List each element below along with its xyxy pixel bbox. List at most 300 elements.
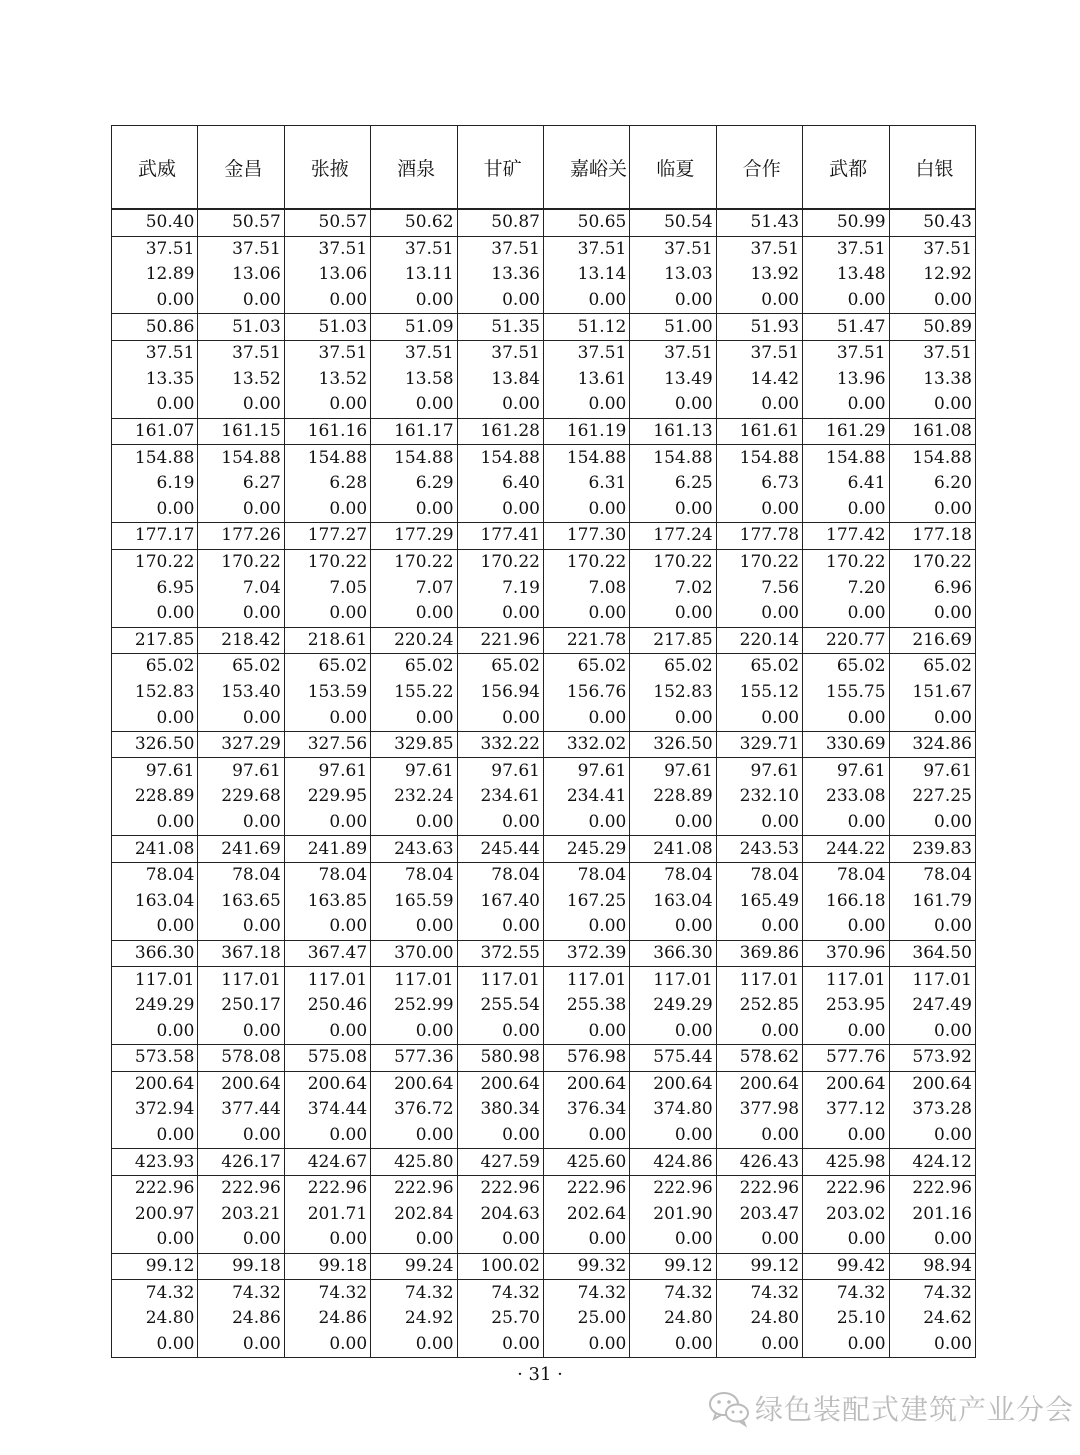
table-cell: 7.20 bbox=[803, 575, 889, 601]
table-cell: 50.43 bbox=[889, 209, 975, 236]
table-cell: 117.01 bbox=[371, 967, 457, 993]
table-cell: 170.22 bbox=[543, 549, 629, 575]
table-cell: 37.51 bbox=[284, 340, 370, 366]
table-cell: 366.30 bbox=[112, 940, 198, 967]
table-cell: 372.94 bbox=[112, 1097, 198, 1123]
table-cell: 161.29 bbox=[803, 418, 889, 445]
table-cell: 154.88 bbox=[371, 445, 457, 471]
table-cell: 6.19 bbox=[112, 471, 198, 497]
table-cell: 377.44 bbox=[198, 1097, 284, 1123]
table-cell: 222.96 bbox=[198, 1175, 284, 1201]
table-cell: 220.14 bbox=[716, 627, 802, 654]
table-cell: 117.01 bbox=[457, 967, 543, 993]
table-cell: 324.86 bbox=[889, 731, 975, 758]
table-cell: 155.75 bbox=[803, 680, 889, 706]
table-cell: 7.56 bbox=[716, 575, 802, 601]
table-cell: 580.98 bbox=[457, 1045, 543, 1072]
table-cell: 0.00 bbox=[457, 810, 543, 836]
table-cell: 37.51 bbox=[889, 236, 975, 262]
table-cell: 117.01 bbox=[803, 967, 889, 993]
table-cell: 154.88 bbox=[198, 445, 284, 471]
table-cell: 7.07 bbox=[371, 575, 457, 601]
table-cell: 424.86 bbox=[630, 1149, 716, 1176]
table-cell: 0.00 bbox=[284, 914, 370, 940]
table-cell: 37.51 bbox=[457, 236, 543, 262]
table-cell: 202.64 bbox=[543, 1202, 629, 1228]
table-cell: 117.01 bbox=[198, 967, 284, 993]
table-cell: 0.00 bbox=[198, 497, 284, 523]
table-cell: 177.24 bbox=[630, 523, 716, 550]
header-cell: 嘉峪关 bbox=[543, 126, 629, 210]
table-row bbox=[112, 1018, 976, 1044]
table-cell: 6.31 bbox=[543, 471, 629, 497]
table-cell: 170.22 bbox=[198, 549, 284, 575]
table-cell: 222.96 bbox=[284, 1175, 370, 1201]
table-cell: 167.40 bbox=[457, 888, 543, 914]
table-cell: 6.27 bbox=[198, 471, 284, 497]
table-row bbox=[112, 731, 976, 758]
table-cell: 98.94 bbox=[889, 1253, 975, 1280]
table-row bbox=[112, 1306, 976, 1332]
table-cell: 163.04 bbox=[112, 888, 198, 914]
table-cell: 170.22 bbox=[112, 549, 198, 575]
table-cell: 170.22 bbox=[630, 549, 716, 575]
table-cell: 78.04 bbox=[543, 862, 629, 888]
table-cell: 25.10 bbox=[803, 1306, 889, 1332]
table-cell: 255.54 bbox=[457, 993, 543, 1019]
table-cell: 573.58 bbox=[112, 1045, 198, 1072]
table-cell: 370.00 bbox=[371, 940, 457, 967]
table-cell: 50.40 bbox=[112, 209, 198, 236]
table-cell: 0.00 bbox=[716, 1227, 802, 1253]
table-row bbox=[112, 784, 976, 810]
table-cell: 13.03 bbox=[630, 262, 716, 288]
table-cell: 24.80 bbox=[716, 1306, 802, 1332]
table-cell: 0.00 bbox=[112, 705, 198, 731]
table-cell: 37.51 bbox=[198, 340, 284, 366]
table-cell: 0.00 bbox=[457, 1123, 543, 1149]
table-row bbox=[112, 758, 976, 784]
table-cell: 24.86 bbox=[284, 1306, 370, 1332]
table-cell: 177.42 bbox=[803, 523, 889, 550]
table-cell: 200.97 bbox=[112, 1202, 198, 1228]
table-cell: 327.29 bbox=[198, 731, 284, 758]
table-cell: 0.00 bbox=[543, 288, 629, 314]
table-row bbox=[112, 993, 976, 1019]
table-cell: 577.76 bbox=[803, 1045, 889, 1072]
table-row bbox=[112, 523, 976, 550]
table-cell: 51.93 bbox=[716, 314, 802, 341]
table-cell: 0.00 bbox=[543, 914, 629, 940]
table-cell: 239.83 bbox=[889, 836, 975, 863]
table-cell: 51.03 bbox=[284, 314, 370, 341]
table-cell: 0.00 bbox=[284, 288, 370, 314]
table-row bbox=[112, 967, 976, 993]
table-cell: 372.55 bbox=[457, 940, 543, 967]
table-cell: 6.41 bbox=[803, 471, 889, 497]
table-cell: 99.18 bbox=[284, 1253, 370, 1280]
table-cell: 376.34 bbox=[543, 1097, 629, 1123]
table-cell: 330.69 bbox=[803, 731, 889, 758]
table-cell: 203.47 bbox=[716, 1202, 802, 1228]
table-cell: 233.08 bbox=[803, 784, 889, 810]
table-cell: 153.40 bbox=[198, 680, 284, 706]
table-cell: 201.16 bbox=[889, 1202, 975, 1228]
table-cell: 13.52 bbox=[284, 367, 370, 393]
table-cell: 0.00 bbox=[716, 1018, 802, 1044]
table-cell: 14.42 bbox=[716, 367, 802, 393]
table-cell: 161.28 bbox=[457, 418, 543, 445]
table-cell: 152.83 bbox=[112, 680, 198, 706]
table-row bbox=[112, 680, 976, 706]
table-cell: 217.85 bbox=[112, 627, 198, 654]
table-cell: 74.32 bbox=[889, 1280, 975, 1306]
table-cell: 332.22 bbox=[457, 731, 543, 758]
table-cell: 13.36 bbox=[457, 262, 543, 288]
table-cell: 74.32 bbox=[457, 1280, 543, 1306]
watermark-text: 绿色装配式建筑产业分会 bbox=[755, 1393, 1075, 1426]
table-row bbox=[112, 1202, 976, 1228]
table-cell: 0.00 bbox=[716, 705, 802, 731]
table-cell: 25.70 bbox=[457, 1306, 543, 1332]
table-cell: 155.22 bbox=[371, 680, 457, 706]
table-cell: 0.00 bbox=[371, 1018, 457, 1044]
table-cell: 0.00 bbox=[543, 1227, 629, 1253]
table-cell: 229.68 bbox=[198, 784, 284, 810]
table-row bbox=[112, 367, 976, 393]
table-cell: 152.83 bbox=[630, 680, 716, 706]
table-cell: 577.36 bbox=[371, 1045, 457, 1072]
table-cell: 244.22 bbox=[803, 836, 889, 863]
table-cell: 99.12 bbox=[716, 1253, 802, 1280]
table-cell: 170.22 bbox=[457, 549, 543, 575]
table-cell: 12.89 bbox=[112, 262, 198, 288]
table-cell: 0.00 bbox=[803, 1227, 889, 1253]
wechat-icon bbox=[707, 1388, 751, 1428]
table-cell: 222.96 bbox=[112, 1175, 198, 1201]
table-row bbox=[112, 314, 976, 341]
table-cell: 6.40 bbox=[457, 471, 543, 497]
table-cell: 37.51 bbox=[112, 340, 198, 366]
table-cell: 0.00 bbox=[543, 1123, 629, 1149]
table-cell: 0.00 bbox=[112, 392, 198, 418]
table-cell: 0.00 bbox=[716, 392, 802, 418]
table-cell: 155.12 bbox=[716, 680, 802, 706]
table-cell: 99.42 bbox=[803, 1253, 889, 1280]
table-cell: 232.10 bbox=[716, 784, 802, 810]
header-cell: 张掖 bbox=[284, 126, 370, 210]
table-row bbox=[112, 1149, 976, 1176]
table-cell: 13.06 bbox=[284, 262, 370, 288]
table-cell: 222.96 bbox=[371, 1175, 457, 1201]
watermark bbox=[707, 1388, 1074, 1428]
table-cell: 426.17 bbox=[198, 1149, 284, 1176]
table-cell: 369.86 bbox=[716, 940, 802, 967]
table-cell: 425.60 bbox=[543, 1149, 629, 1176]
table-cell: 228.89 bbox=[112, 784, 198, 810]
table-cell: 0.00 bbox=[716, 1332, 802, 1358]
table-cell: 97.61 bbox=[889, 758, 975, 784]
table-cell: 241.08 bbox=[112, 836, 198, 863]
table-cell: 200.64 bbox=[112, 1071, 198, 1097]
table-cell: 154.88 bbox=[803, 445, 889, 471]
table-cell: 65.02 bbox=[457, 654, 543, 680]
header-cell: 临夏 bbox=[630, 126, 716, 210]
table-cell: 218.61 bbox=[284, 627, 370, 654]
table-cell: 154.88 bbox=[716, 445, 802, 471]
table-cell: 0.00 bbox=[889, 1227, 975, 1253]
header-cell: 合作 bbox=[716, 126, 802, 210]
table-cell: 6.95 bbox=[112, 575, 198, 601]
table-row bbox=[112, 1227, 976, 1253]
table-cell: 0.00 bbox=[457, 601, 543, 627]
table-cell: 0.00 bbox=[198, 1227, 284, 1253]
table-row bbox=[112, 862, 976, 888]
table-cell: 202.84 bbox=[371, 1202, 457, 1228]
table-cell: 250.46 bbox=[284, 993, 370, 1019]
table-cell: 37.51 bbox=[803, 340, 889, 366]
table-cell: 78.04 bbox=[198, 862, 284, 888]
table-cell: 0.00 bbox=[112, 1123, 198, 1149]
table-cell: 216.69 bbox=[889, 627, 975, 654]
table-cell: 0.00 bbox=[803, 1123, 889, 1149]
table-cell: 204.63 bbox=[457, 1202, 543, 1228]
table-cell: 427.59 bbox=[457, 1149, 543, 1176]
table-cell: 0.00 bbox=[457, 1332, 543, 1358]
table-cell: 0.00 bbox=[284, 1227, 370, 1253]
table-cell: 99.32 bbox=[543, 1253, 629, 1280]
table-cell: 221.96 bbox=[457, 627, 543, 654]
table-cell: 37.51 bbox=[889, 340, 975, 366]
table-cell: 117.01 bbox=[716, 967, 802, 993]
table-cell: 117.01 bbox=[284, 967, 370, 993]
table-cell: 0.00 bbox=[371, 1227, 457, 1253]
table-cell: 153.59 bbox=[284, 680, 370, 706]
table-cell: 0.00 bbox=[371, 914, 457, 940]
table-cell: 0.00 bbox=[889, 601, 975, 627]
table-cell: 0.00 bbox=[198, 1332, 284, 1358]
table-cell: 161.19 bbox=[543, 418, 629, 445]
table-row bbox=[112, 1097, 976, 1123]
table-cell: 117.01 bbox=[630, 967, 716, 993]
table-cell: 377.98 bbox=[716, 1097, 802, 1123]
table-cell: 154.88 bbox=[284, 445, 370, 471]
header-cell: 金昌 bbox=[198, 126, 284, 210]
table-cell: 241.69 bbox=[198, 836, 284, 863]
table-cell: 65.02 bbox=[284, 654, 370, 680]
table-row bbox=[112, 497, 976, 523]
table-row bbox=[112, 1045, 976, 1072]
table-cell: 245.44 bbox=[457, 836, 543, 863]
table-cell: 0.00 bbox=[803, 601, 889, 627]
table-cell: 154.88 bbox=[543, 445, 629, 471]
table-cell: 161.07 bbox=[112, 418, 198, 445]
table-cell: 99.12 bbox=[630, 1253, 716, 1280]
table-cell: 13.58 bbox=[371, 367, 457, 393]
table-cell: 170.22 bbox=[889, 549, 975, 575]
table-cell: 376.72 bbox=[371, 1097, 457, 1123]
table-cell: 78.04 bbox=[716, 862, 802, 888]
table-cell: 252.99 bbox=[371, 993, 457, 1019]
table-cell: 0.00 bbox=[198, 810, 284, 836]
table-cell: 380.34 bbox=[457, 1097, 543, 1123]
table-cell: 227.25 bbox=[889, 784, 975, 810]
table-cell: 161.13 bbox=[630, 418, 716, 445]
table-cell: 222.96 bbox=[457, 1175, 543, 1201]
table-cell: 161.17 bbox=[371, 418, 457, 445]
table-cell: 50.87 bbox=[457, 209, 543, 236]
table-cell: 0.00 bbox=[716, 914, 802, 940]
table-cell: 25.00 bbox=[543, 1306, 629, 1332]
table-cell: 370.96 bbox=[803, 940, 889, 967]
table-cell: 249.29 bbox=[112, 993, 198, 1019]
table-cell: 241.89 bbox=[284, 836, 370, 863]
header-cell: 甘矿 bbox=[457, 126, 543, 210]
data-table bbox=[111, 125, 976, 1358]
table-cell: 24.80 bbox=[112, 1306, 198, 1332]
table-cell: 0.00 bbox=[198, 288, 284, 314]
table-cell: 65.02 bbox=[716, 654, 802, 680]
table-cell: 200.64 bbox=[284, 1071, 370, 1097]
table-cell: 0.00 bbox=[198, 705, 284, 731]
table-cell: 0.00 bbox=[630, 914, 716, 940]
table-cell: 329.71 bbox=[716, 731, 802, 758]
table-cell: 37.51 bbox=[371, 236, 457, 262]
table-cell: 74.32 bbox=[371, 1280, 457, 1306]
table-cell: 253.95 bbox=[803, 993, 889, 1019]
table-cell: 0.00 bbox=[543, 705, 629, 731]
table-cell: 0.00 bbox=[198, 601, 284, 627]
table-row bbox=[112, 810, 976, 836]
table-cell: 220.24 bbox=[371, 627, 457, 654]
table-cell: 13.38 bbox=[889, 367, 975, 393]
table-cell: 0.00 bbox=[889, 914, 975, 940]
table-cell: 222.96 bbox=[543, 1175, 629, 1201]
table-cell: 13.92 bbox=[716, 262, 802, 288]
table-cell: 201.90 bbox=[630, 1202, 716, 1228]
table-cell: 0.00 bbox=[543, 810, 629, 836]
table-cell: 37.51 bbox=[543, 340, 629, 366]
table-cell: 7.02 bbox=[630, 575, 716, 601]
table-cell: 241.08 bbox=[630, 836, 716, 863]
table-cell: 201.71 bbox=[284, 1202, 370, 1228]
table-cell: 222.96 bbox=[716, 1175, 802, 1201]
table-row bbox=[112, 209, 976, 236]
table-cell: 7.05 bbox=[284, 575, 370, 601]
table-cell: 177.30 bbox=[543, 523, 629, 550]
table-cell: 0.00 bbox=[112, 914, 198, 940]
table-cell: 51.47 bbox=[803, 314, 889, 341]
table-cell: 0.00 bbox=[457, 914, 543, 940]
table-cell: 575.08 bbox=[284, 1045, 370, 1072]
table-cell: 367.47 bbox=[284, 940, 370, 967]
table-cell: 7.04 bbox=[198, 575, 284, 601]
table-cell: 6.73 bbox=[716, 471, 802, 497]
table-cell: 0.00 bbox=[198, 1123, 284, 1149]
table-cell: 78.04 bbox=[889, 862, 975, 888]
table-cell: 161.79 bbox=[889, 888, 975, 914]
table-row bbox=[112, 1332, 976, 1358]
table-cell: 51.03 bbox=[198, 314, 284, 341]
table-cell: 74.32 bbox=[284, 1280, 370, 1306]
table-cell: 37.51 bbox=[716, 236, 802, 262]
table-cell: 166.18 bbox=[803, 888, 889, 914]
table-cell: 0.00 bbox=[630, 1332, 716, 1358]
table-cell: 0.00 bbox=[889, 705, 975, 731]
table-cell: 0.00 bbox=[630, 601, 716, 627]
table-cell: 13.48 bbox=[803, 262, 889, 288]
table-cell: 37.51 bbox=[630, 236, 716, 262]
table-cell: 12.92 bbox=[889, 262, 975, 288]
table-cell: 0.00 bbox=[630, 392, 716, 418]
table-cell: 0.00 bbox=[803, 288, 889, 314]
table-cell: 217.85 bbox=[630, 627, 716, 654]
table-cell: 0.00 bbox=[371, 288, 457, 314]
table-cell: 151.67 bbox=[889, 680, 975, 706]
table-cell: 0.00 bbox=[112, 601, 198, 627]
table-cell: 51.09 bbox=[371, 314, 457, 341]
table-cell: 255.38 bbox=[543, 993, 629, 1019]
table-cell: 0.00 bbox=[371, 392, 457, 418]
table-cell: 0.00 bbox=[284, 497, 370, 523]
table-cell: 366.30 bbox=[630, 940, 716, 967]
table-cell: 177.29 bbox=[371, 523, 457, 550]
table-cell: 0.00 bbox=[284, 705, 370, 731]
table-cell: 154.88 bbox=[889, 445, 975, 471]
table-row bbox=[112, 627, 976, 654]
table-cell: 0.00 bbox=[889, 1018, 975, 1044]
table-cell: 0.00 bbox=[716, 1123, 802, 1149]
table-row bbox=[112, 914, 976, 940]
table-cell: 0.00 bbox=[543, 497, 629, 523]
table-cell: 97.61 bbox=[198, 758, 284, 784]
table-cell: 78.04 bbox=[630, 862, 716, 888]
table-cell: 218.42 bbox=[198, 627, 284, 654]
table-cell: 13.35 bbox=[112, 367, 198, 393]
header-cell: 武威 bbox=[112, 126, 198, 210]
table-cell: 424.67 bbox=[284, 1149, 370, 1176]
table-cell: 37.51 bbox=[716, 340, 802, 366]
table-row bbox=[112, 575, 976, 601]
header-cell: 酒泉 bbox=[371, 126, 457, 210]
table-cell: 65.02 bbox=[803, 654, 889, 680]
table-cell: 170.22 bbox=[716, 549, 802, 575]
table-cell: 0.00 bbox=[284, 601, 370, 627]
table-cell: 65.02 bbox=[112, 654, 198, 680]
table-cell: 167.25 bbox=[543, 888, 629, 914]
table-cell: 229.95 bbox=[284, 784, 370, 810]
table-cell: 364.50 bbox=[889, 940, 975, 967]
table-cell: 161.61 bbox=[716, 418, 802, 445]
table-cell: 0.00 bbox=[889, 1332, 975, 1358]
table-cell: 0.00 bbox=[889, 392, 975, 418]
table-cell: 74.32 bbox=[630, 1280, 716, 1306]
table-cell: 170.22 bbox=[371, 549, 457, 575]
table-cell: 163.85 bbox=[284, 888, 370, 914]
table-cell: 423.93 bbox=[112, 1149, 198, 1176]
table-cell: 117.01 bbox=[112, 967, 198, 993]
table-cell: 0.00 bbox=[889, 810, 975, 836]
table-cell: 78.04 bbox=[284, 862, 370, 888]
table-cell: 252.85 bbox=[716, 993, 802, 1019]
table-cell: 51.12 bbox=[543, 314, 629, 341]
table-cell: 250.17 bbox=[198, 993, 284, 1019]
table-cell: 13.11 bbox=[371, 262, 457, 288]
table-cell: 37.51 bbox=[630, 340, 716, 366]
table-cell: 0.00 bbox=[803, 1332, 889, 1358]
table-cell: 0.00 bbox=[112, 810, 198, 836]
table-cell: 0.00 bbox=[630, 1018, 716, 1044]
